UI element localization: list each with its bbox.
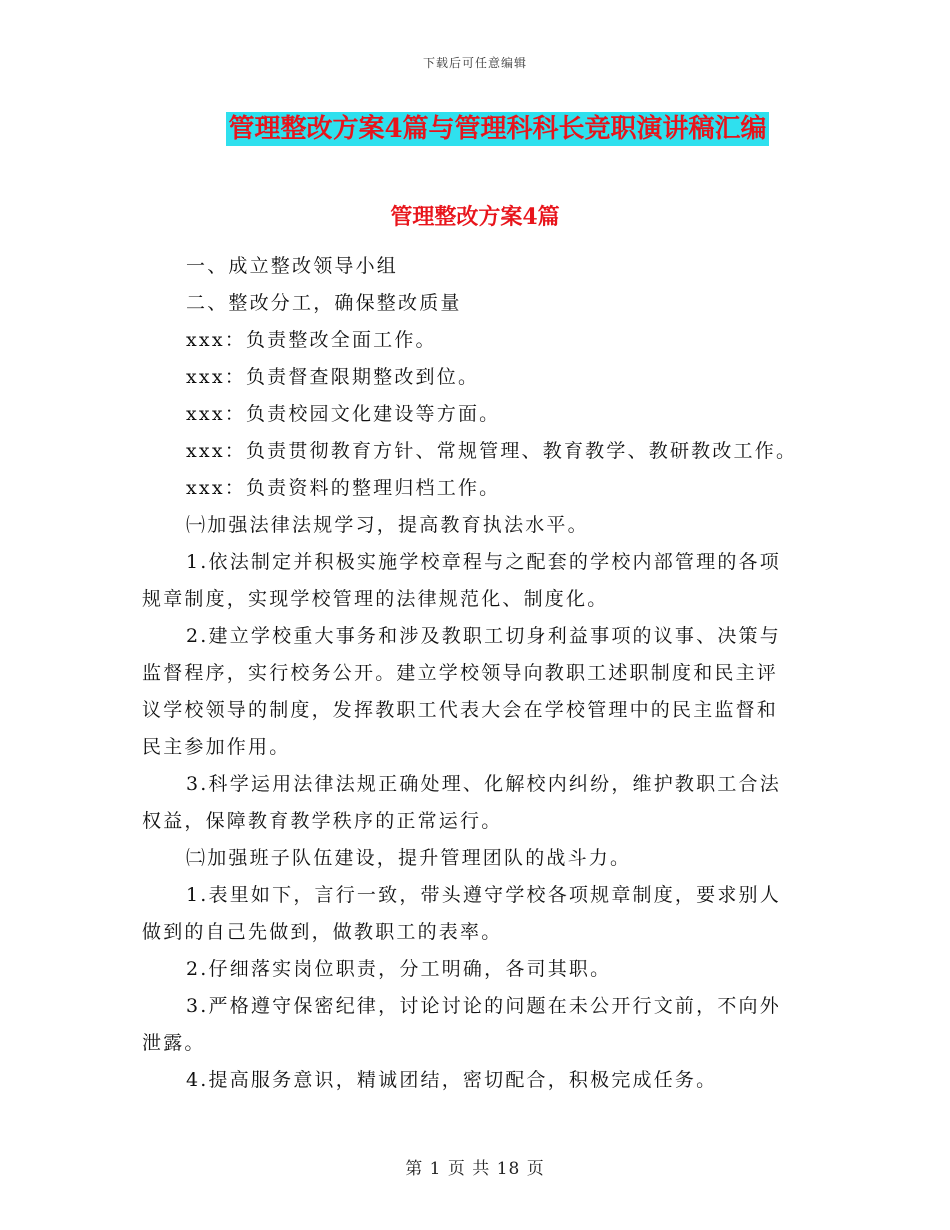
body-line: 3.科学运用法律法规正确处理、化解校内纠纷，维护教职工合法 — [186, 773, 781, 795]
body-line: 1.表里如下，言行一致，带头遵守学校各项规章制度，要求别人 — [186, 884, 781, 906]
body-line: 1.依法制定并积极实施学校章程与之配套的学校内部管理的各项 — [186, 551, 781, 573]
body-line: 民主参加作用。 — [142, 736, 291, 758]
body-line: 二、整改分工，确保整改质量 — [186, 292, 462, 314]
body-line: xxx：负责贯彻教育方针、常规管理、教育教学、教研教改工作。 — [186, 440, 798, 462]
body-line: 规章制度，实现学校管理的法律规范化、制度化。 — [142, 588, 609, 610]
body-line: xxx：负责督查限期整改到位。 — [186, 366, 480, 388]
body-line: xxx：负责校园文化建设等方面。 — [186, 403, 501, 425]
body-line: 2.仔细落实岗位职责，分工明确，各司其职。 — [186, 958, 612, 980]
document-title-text: 管理整改方案4篇与管理科科长竞职演讲稿汇编 — [228, 114, 767, 144]
body-line: 权益，保障教育教学秩序的正常运行。 — [142, 810, 503, 832]
body-line: 监督程序，实行校务公开。建立学校领导向教职工述职制度和民主评 — [142, 662, 779, 684]
body-line: ㈡加强班子队伍建设，提升管理团队的战斗力。 — [186, 847, 632, 869]
body-line: 4.提高服务意识，精诚团结，密切配合，积极完成任务。 — [186, 1069, 718, 1091]
body-line: xxx：负责整改全面工作。 — [186, 329, 437, 351]
body-line: 议学校领导的制度，发挥教职工代表大会在学校管理中的民主监督和 — [142, 699, 779, 721]
body-line: 2.建立学校重大事务和涉及教职工切身利益事项的议事、决策与 — [186, 625, 781, 647]
body-line: 一、成立整改领导小组 — [186, 255, 399, 277]
body-line: ㈠加强法律法规学习，提高教育执法水平。 — [186, 514, 589, 536]
body-line: 泄露。 — [142, 1032, 206, 1054]
body-line: 3.严格遵守保密纪律，讨论讨论的问题在未公开行文前，不向外 — [186, 995, 781, 1017]
document-title — [0, 112, 950, 146]
header-note: 下载后可任意编辑 — [422, 56, 527, 70]
page-number-footer: 第 1 页 共 18 页 — [405, 1159, 545, 1179]
body-line: xxx：负责资料的整理归档工作。 — [186, 477, 501, 499]
document-body — [142, 248, 802, 1099]
section-title: 管理整改方案4篇 — [390, 204, 560, 230]
body-line: 做到的自己先做到，做教职工的表率。 — [142, 921, 503, 943]
